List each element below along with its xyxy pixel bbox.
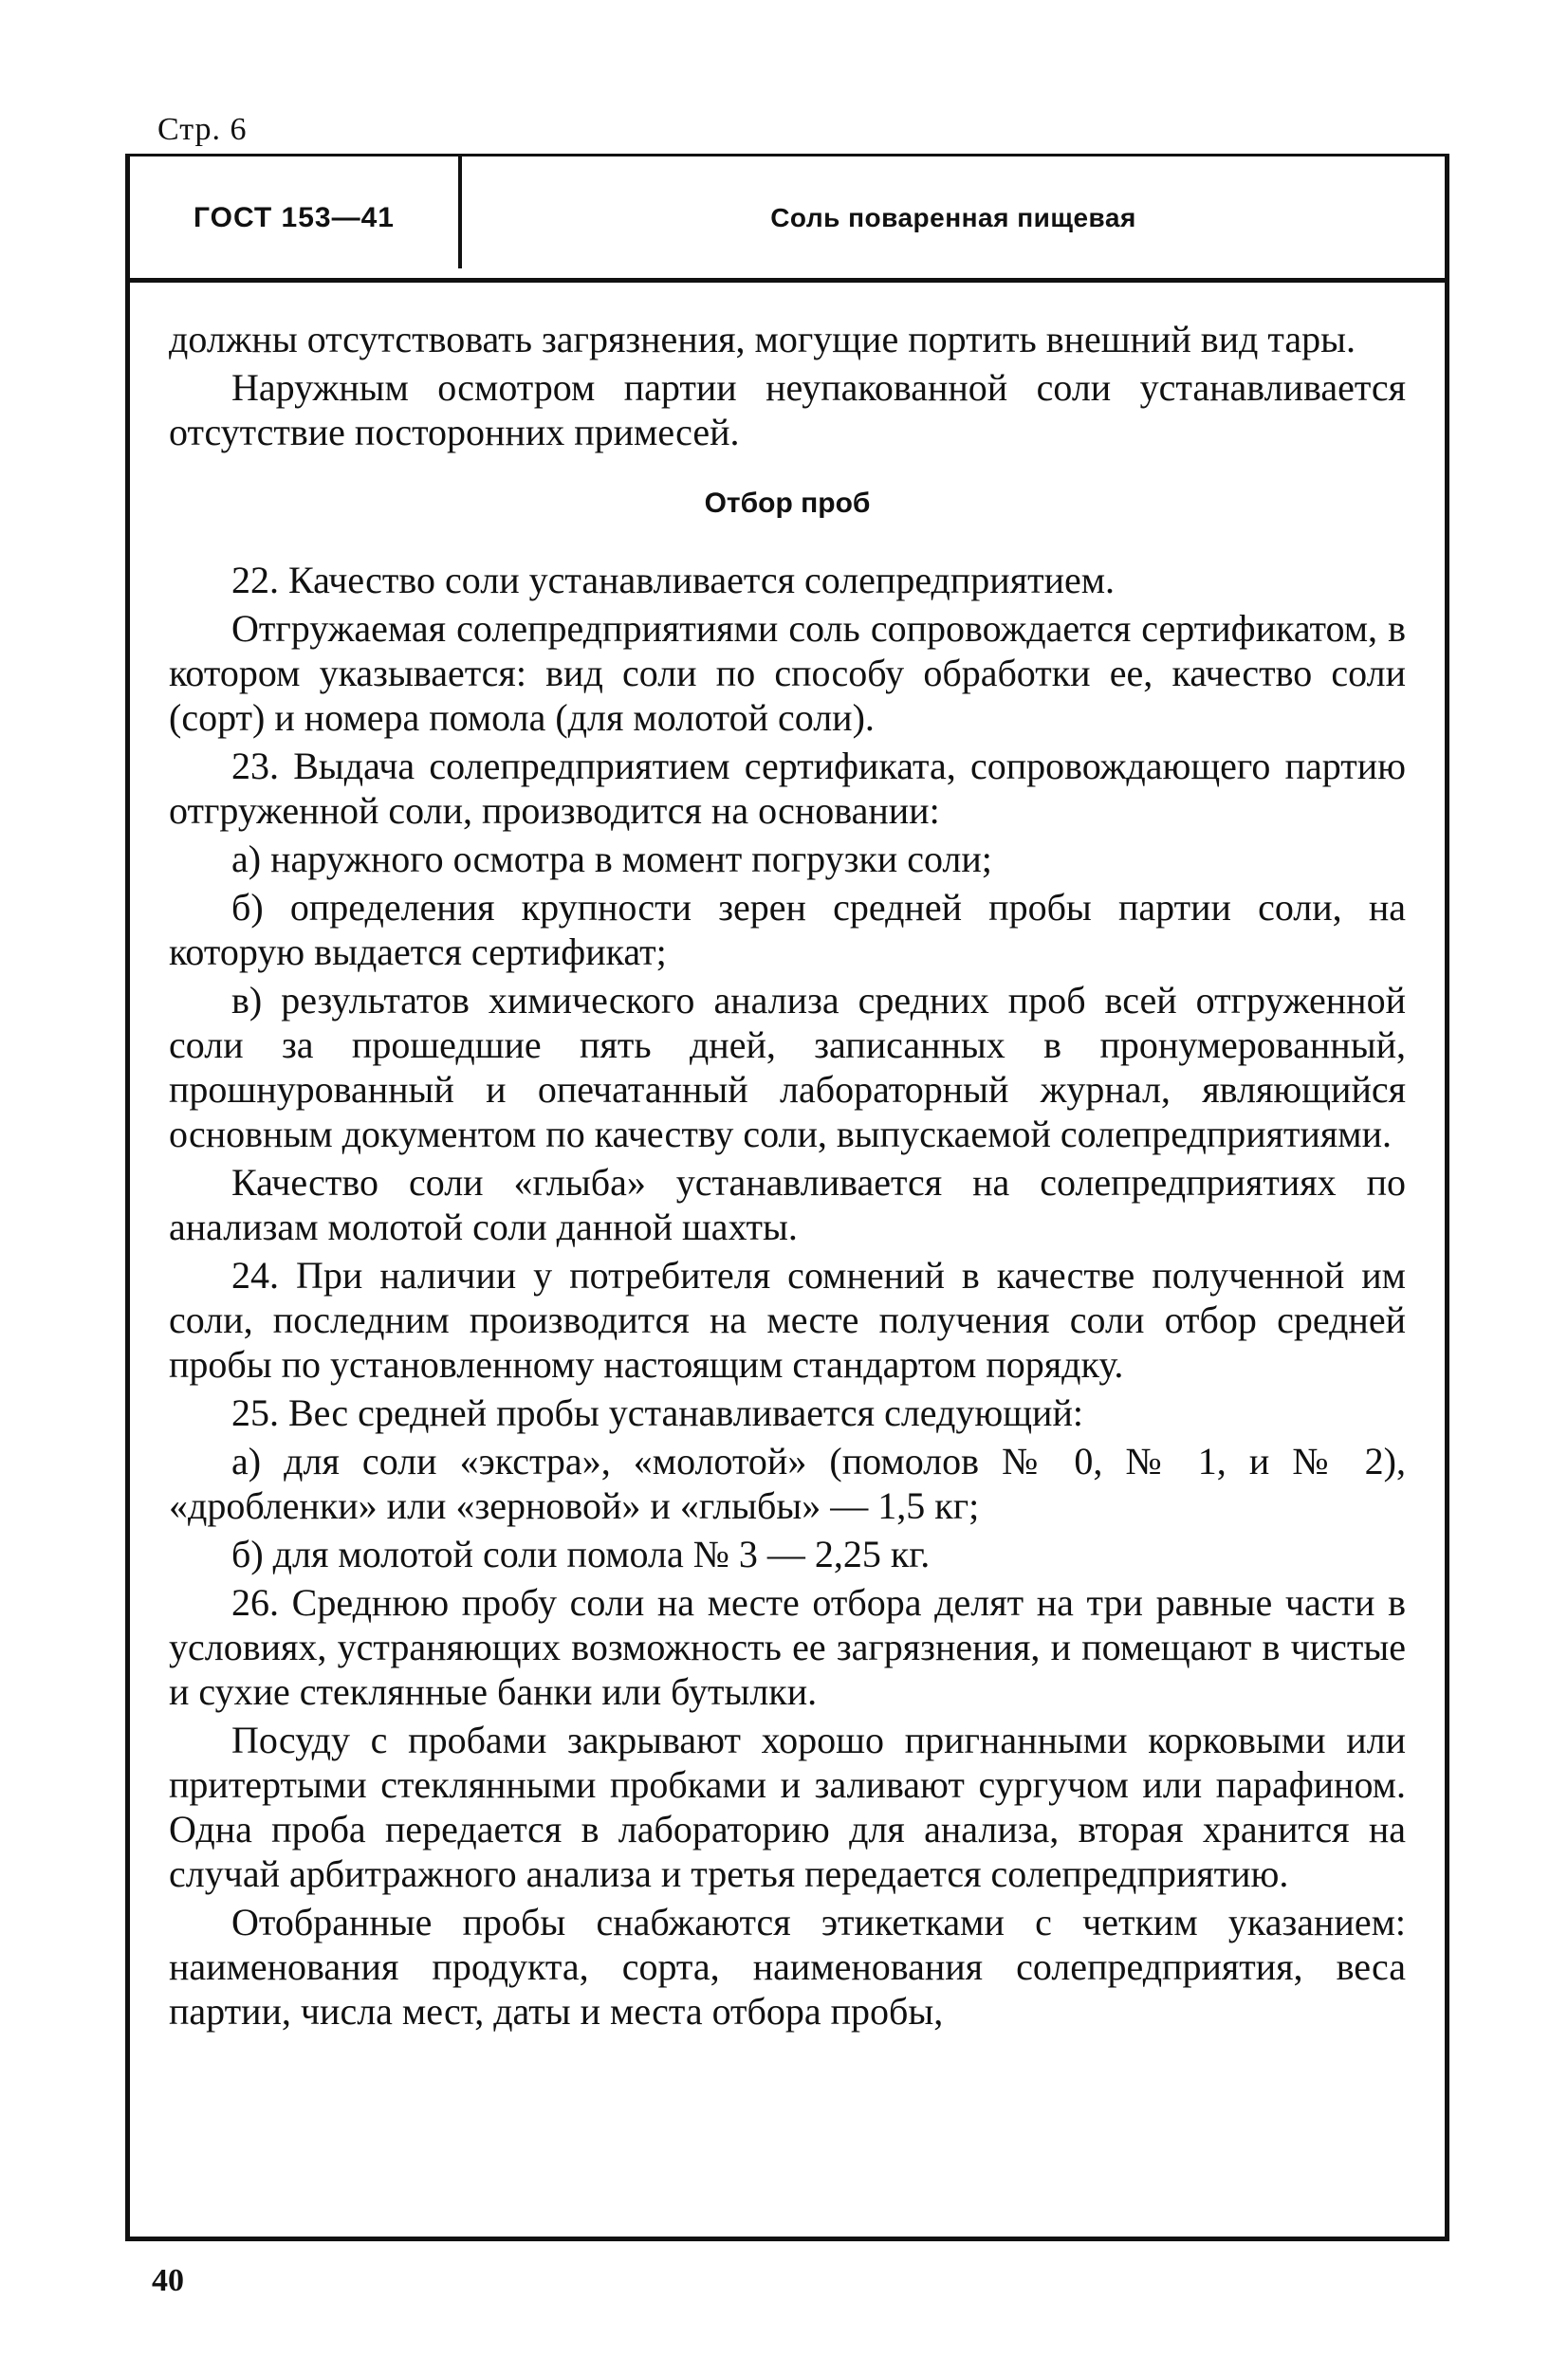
standard-code: ГОСТ 153—41 xyxy=(194,202,395,233)
document-header xyxy=(130,156,1445,280)
page-label: Стр. 6 xyxy=(157,112,248,147)
paragraph: Наружным осмотром партии неупакованной соли устанавливается отсутствие посторонних примесей. xyxy=(169,366,1406,453)
paragraph: Качество соли «глыба» устанавливается на солепредприятиях по анализам молотой соли данной шахты. xyxy=(169,1161,1406,1248)
list-item: б) определения крупности зерен средней пробы партии соли, на которую выдается сертификат; xyxy=(169,886,1406,973)
paragraph: 22. Качество соли устанавливается солепредприятием. xyxy=(231,559,1116,601)
paragraph: Посуду с пробами закрывают хорошо пригнанными корковыми или притертыми стеклянными пробками и заливают сургучом или парафином. Одна проба передается в лабораторию для анализа, вторая хранится на случай арбитражного анализа и третья передается солепредприятию. xyxy=(169,1719,1406,1895)
list-item: б) для молотой соли помола № 3 — 2,25 кг. xyxy=(231,1533,931,1575)
paragraph: 26. Среднюю пробу соли на месте отбора делят на три равные части в условиях, устраняющих возможность ее загрязнения, и помещают в чистые и сухие стеклянные банки или бутылки. xyxy=(169,1581,1406,1713)
paragraph: должны отсутствовать загрязнения, могущие портить внешний вид тары. xyxy=(169,318,1356,360)
paragraph: Отгружаемая солепредприятиями соль сопровождается сертификатом, в котором указывается: вид соли по способу обработки ее, качество соли (сорт) и номера помола (для молотой соли). xyxy=(169,607,1406,739)
page-number: 40 xyxy=(152,2263,184,2298)
list-item: а) наружного осмотра в момент погрузки соли; xyxy=(231,838,992,880)
list-item: в) результатов химического анализа средних проб всей отгруженной соли за прошедшие пять дней, записанных в пронумерованный, прошнурованный и опечатанный лабораторный журнал, являющийся основным документом по качеству соли, выпускаемой солепредприятиями. xyxy=(169,979,1406,1155)
document-title: Соль поваренная пищевая xyxy=(770,203,1136,232)
list-item: а) для соли «экстра», «молотой» (помолов № 0, № 1, и № 2), «дробленки» или «зерновой» и «глыбы» — 1,5 кг; xyxy=(169,1440,1406,1527)
header-bottom-rule xyxy=(125,278,1449,283)
document-body xyxy=(169,317,1406,2037)
paragraph: Отобранные пробы снабжаются этикетками с четким указанием: наименования продукта, сорта, наименования солепредприятия, веса партии, числа мест, даты и места отбора пробы, xyxy=(169,1901,1406,2033)
paragraph: 23. Выдача солепредприятием сертификата, сопровождающего партию отгруженной соли, производится на основании: xyxy=(169,745,1406,832)
paragraph: 24. При наличии у потребителя сомнений в качестве полученной им соли, последним производится на месте получения соли отбор средней пробы по установленному настоящим стандартом порядку. xyxy=(169,1254,1406,1386)
paragraph: 25. Вес средней пробы устанавливается следующий: xyxy=(231,1391,1083,1434)
section-title: Отбор проб xyxy=(704,488,871,519)
footer-rule xyxy=(125,2237,1449,2241)
